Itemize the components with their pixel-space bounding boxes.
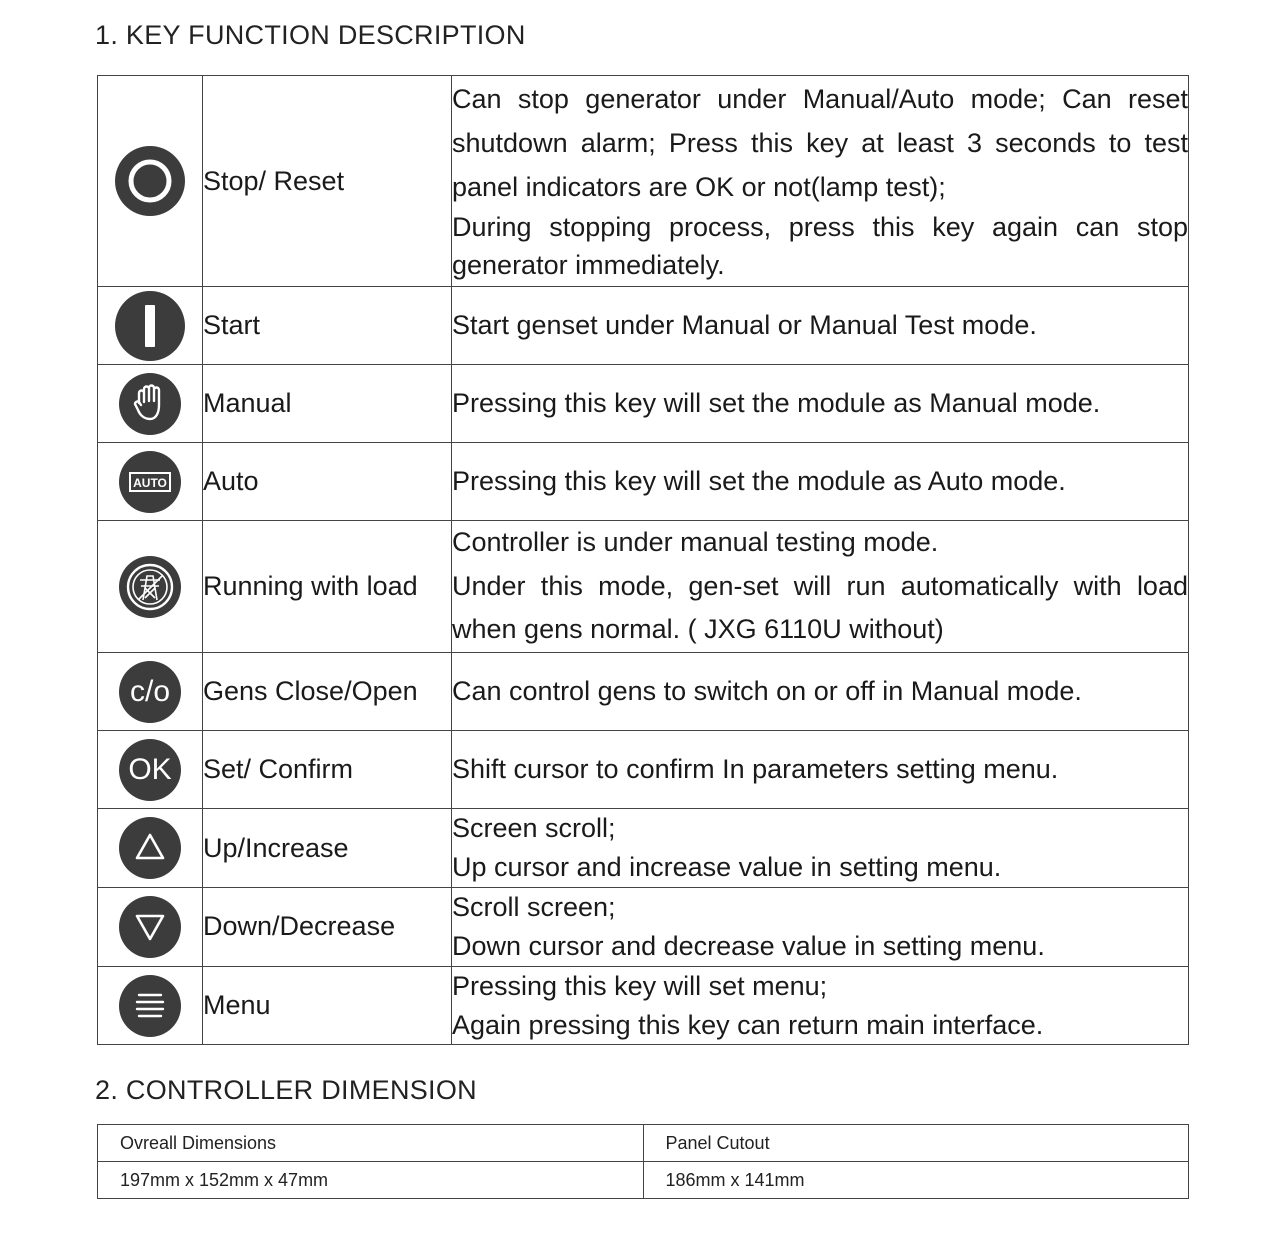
key-name: Gens Close/Open [203, 653, 452, 731]
key-description [452, 365, 1189, 443]
key-description [452, 287, 1189, 365]
table-row [98, 365, 1189, 443]
key-function-table [97, 75, 1189, 1045]
key-name: Stop/ Reset [203, 76, 452, 287]
description-line: Start genset under Manual or Manual Test mode. [452, 310, 1037, 341]
key-description [452, 443, 1189, 521]
down-triangle-icon [119, 896, 181, 958]
table-row [98, 809, 1189, 888]
up-triangle-icon [119, 817, 181, 879]
description-line: Shift cursor to confirm In parameters setting menu. [452, 754, 1059, 785]
gens-close-open-icon: c/o [119, 661, 181, 723]
svg-text:AUTO: AUTO [133, 475, 167, 490]
description-line: Down cursor and decrease value in setting menu. [452, 930, 1045, 961]
key-description [452, 76, 1189, 287]
key-description [452, 521, 1189, 653]
description-line: Again pressing this key can return main interface. [452, 1009, 1044, 1040]
manual-hand-icon [119, 373, 181, 435]
section-title-key-functions: 1. KEY FUNCTION DESCRIPTION [95, 20, 526, 50]
dimension-table [97, 1124, 1189, 1199]
key-name: Up/Increase [203, 809, 452, 888]
key-name: Start [203, 287, 452, 365]
key-name: Set/ Confirm [203, 731, 452, 809]
description-line: Pressing this key will set the module as Auto mode. [452, 466, 1066, 497]
key-name: Down/Decrease [203, 887, 452, 966]
key-name: Menu [203, 966, 452, 1045]
table-row [98, 76, 1189, 287]
key-name: Auto [203, 443, 452, 521]
menu-lines-icon [119, 975, 181, 1037]
value-panel-cutout: 186mm x 141mm [643, 1162, 1189, 1199]
start-icon [115, 291, 185, 361]
description-line: Can control gens to switch on or off in Manual mode. [452, 676, 1082, 707]
description-line: Scroll screen; [452, 891, 616, 922]
stop-reset-icon [115, 146, 185, 216]
key-description [452, 887, 1189, 966]
key-name: Running with load [203, 521, 452, 653]
value-overall-dimensions: 197mm x 152mm x 47mm [98, 1162, 644, 1199]
description-line: Can stop generator under Manual/Auto mode; Can reset shutdown alarm; Press this key at least 3 seconds to test panel indicators are OK or not(lamp test); [452, 84, 1188, 202]
key-description [452, 653, 1189, 731]
key-description [452, 731, 1189, 809]
table-row [98, 731, 1189, 809]
key-description [452, 966, 1189, 1045]
table-row [98, 1162, 1189, 1199]
key-description [452, 809, 1189, 888]
description-line: Screen scroll; [452, 813, 616, 844]
auto-icon [119, 451, 181, 513]
header-panel-cutout: Panel Cutout [643, 1125, 1189, 1162]
description-line: Under this mode, gen-set will run automatically with load when gens normal. ( JXG 6110U without) [452, 570, 1188, 645]
table-header-row [98, 1125, 1189, 1162]
table-row [98, 443, 1189, 521]
table-row [98, 887, 1189, 966]
table-row [98, 653, 1189, 731]
header-overall-dimensions: Ovreall Dimensions [98, 1125, 644, 1162]
description-line: Pressing this key will set the module as Manual mode. [452, 388, 1101, 419]
table-row [98, 287, 1189, 365]
description-line: Controller is under manual testing mode. [452, 527, 939, 557]
section-title-controller-dimension: 2. CONTROLLER DIMENSION [95, 1075, 477, 1105]
description-line: Pressing this key will set menu; [452, 970, 828, 1001]
ok-icon: OK [119, 739, 181, 801]
description-line: During stopping process, press this key again can stop generator immediately. [452, 212, 1188, 280]
table-row [98, 521, 1189, 653]
description-line: Up cursor and increase value in setting menu. [452, 852, 1002, 883]
key-name: Manual [203, 365, 452, 443]
table-row [98, 966, 1189, 1045]
running-with-load-icon [119, 556, 181, 618]
